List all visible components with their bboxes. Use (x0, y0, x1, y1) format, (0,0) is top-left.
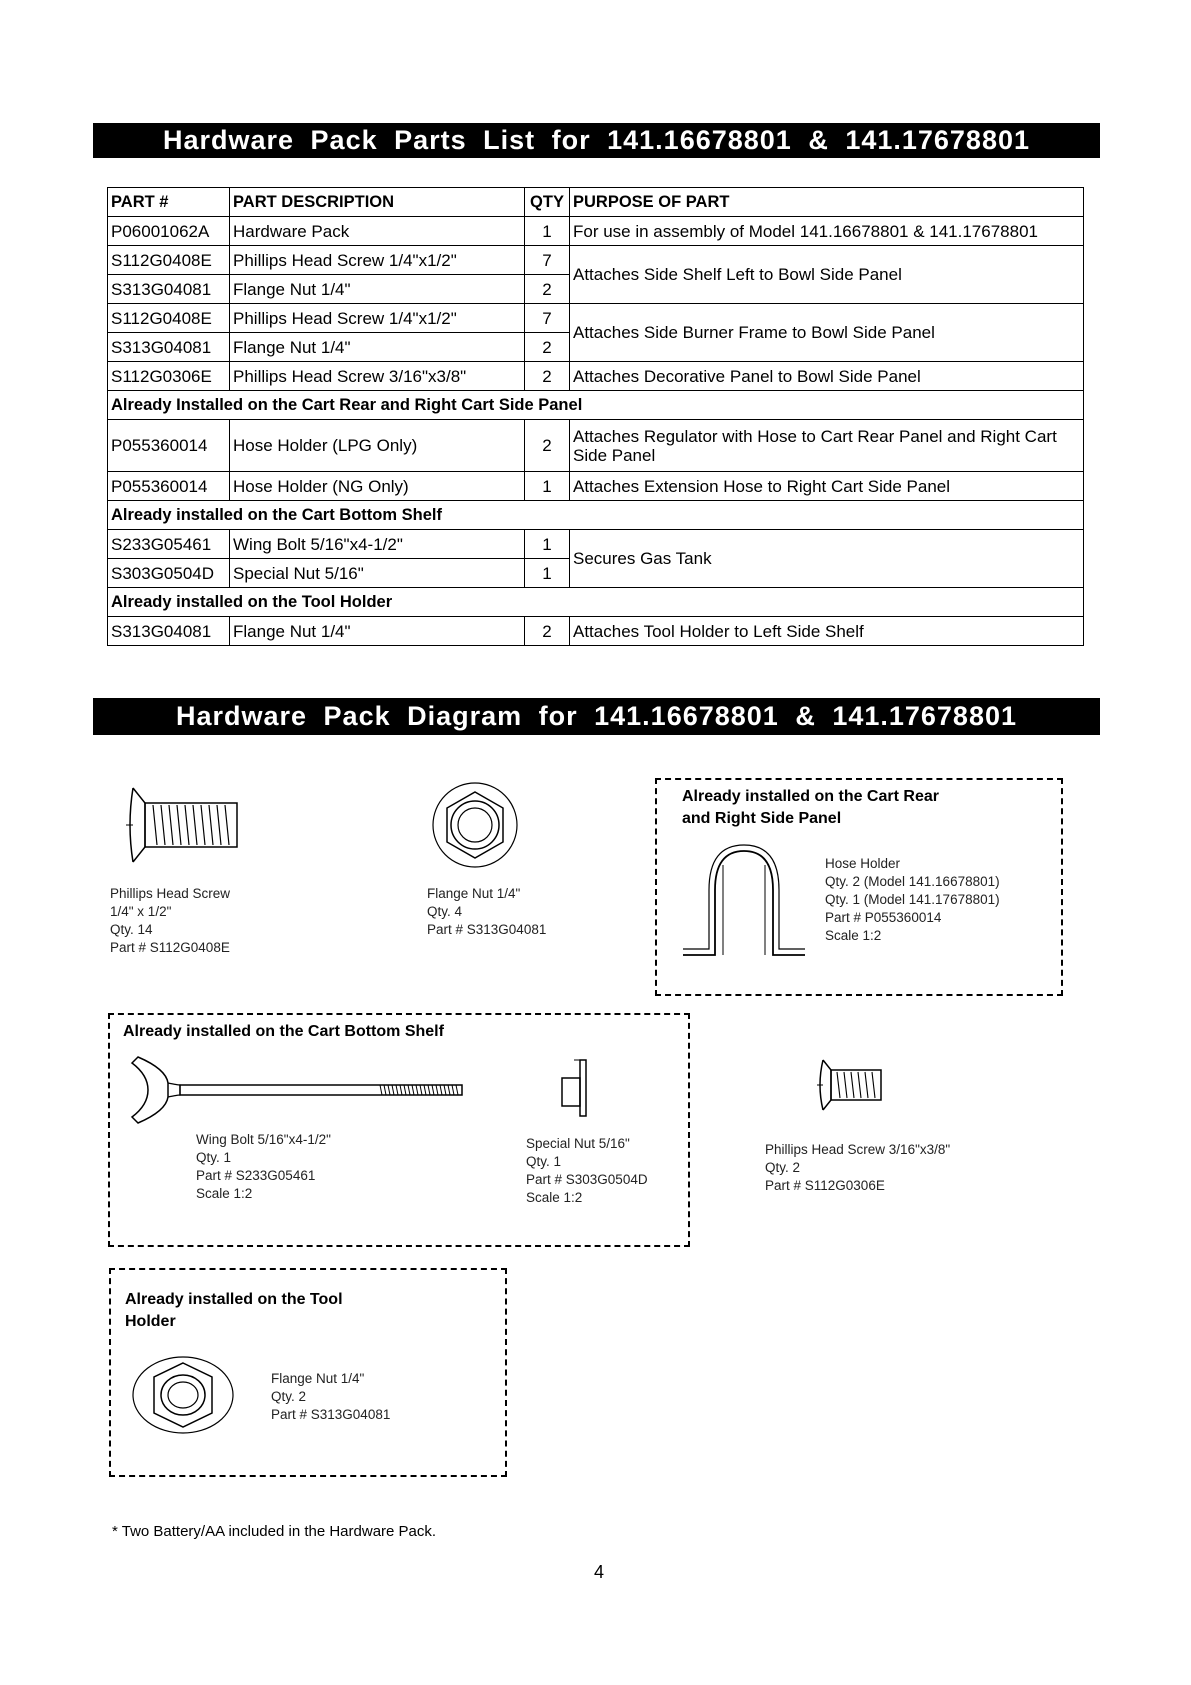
qty-cell: 2 (525, 333, 570, 362)
wing-bolt-icon (128, 1055, 468, 1125)
qty-cell: 2 (525, 275, 570, 304)
cart-rear-group-title (682, 786, 939, 830)
tool-holder-group-title (125, 1289, 343, 1333)
screw-1-qty: Qty. 14 (110, 922, 153, 937)
wing-bolt-label (196, 1131, 331, 1203)
tool-holder-title-line1: Already installed on the Tool (125, 1291, 343, 1308)
qty-cell: 7 (525, 246, 570, 275)
description-cell: Phillips Head Screw 1/4"x1/2" (230, 304, 525, 333)
phillips-screw-icon (123, 785, 243, 865)
qty-cell: 7 (525, 304, 570, 333)
tool-holder-nut-qty: Qty. 2 (271, 1389, 307, 1404)
tool-holder-nut-name: Flange Nut 1/4" (271, 1371, 365, 1386)
footnote: * Two Battery/AA included in the Hardware Pack. (112, 1523, 437, 1540)
table-row (108, 617, 1084, 646)
phillips-screw-small-icon (815, 1058, 885, 1112)
purpose-cell: Attaches Side Burner Frame to Bowl Side Panel (570, 304, 1084, 362)
screw-1-label (110, 885, 230, 957)
tool-holder-title-line2: Holder (125, 1313, 176, 1330)
tool-holder-nut-part: Part # S313G04081 (271, 1407, 391, 1422)
hose-holder-qty-1: Qty. 2 (Model 141.16678801) (825, 874, 1000, 889)
qty-cell: 1 (525, 559, 570, 588)
qty-cell: 1 (525, 217, 570, 246)
table-row (108, 304, 1084, 333)
bottom-shelf-group-title: Already installed on the Cart Bottom Shelf (123, 1023, 444, 1040)
flange-nut-1-part: Part # S313G04081 (427, 922, 547, 937)
qty-cell: 2 (525, 420, 570, 472)
purpose-cell: For use in assembly of Model 141.16678801 & 141.17678801 (570, 217, 1084, 246)
section-heading: Already Installed on the Cart Rear and Right Cart Side Panel (108, 391, 1084, 420)
description-cell: Wing Bolt 5/16"x4-1/2" (230, 530, 525, 559)
flange-nut-1-label (427, 885, 546, 939)
special-nut-qty: Qty. 1 (526, 1154, 562, 1169)
section-row (108, 391, 1084, 420)
screw-1-part: Part # S112G0408E (110, 940, 230, 955)
description-cell: Hose Holder (LPG Only) (230, 420, 525, 472)
part-number-cell: S313G04081 (108, 333, 230, 362)
wing-bolt-part: Part # S233G05461 (196, 1168, 316, 1183)
part-number-cell: S313G04081 (108, 275, 230, 304)
description-cell: Hardware Pack (230, 217, 525, 246)
description-cell: Phillips Head Screw 3/16"x3/8" (230, 362, 525, 391)
screw-1-size: 1/4" x 1/2" (110, 904, 172, 919)
part-number-cell: S112G0408E (108, 304, 230, 333)
special-nut-icon (560, 1058, 590, 1118)
part-number-cell: S313G04081 (108, 617, 230, 646)
qty-cell: 1 (525, 530, 570, 559)
flange-nut-1-qty: Qty. 4 (427, 904, 463, 919)
wing-bolt-scale: Scale 1:2 (196, 1186, 253, 1201)
special-nut-scale: Scale 1:2 (526, 1190, 583, 1205)
flange-nut-small-icon (128, 1355, 238, 1435)
special-nut-label (526, 1135, 648, 1207)
description-cell: Flange Nut 1/4" (230, 275, 525, 304)
page-number: 4 (594, 1562, 605, 1582)
description-cell: Phillips Head Screw 1/4"x1/2" (230, 246, 525, 275)
screw-2-part: Part # S112G0306E (765, 1178, 885, 1193)
table-row (108, 420, 1084, 472)
description-cell: Hose Holder (NG Only) (230, 472, 525, 501)
parts-list-banner: Hardware Pack Parts List for 141.16678801 & 141.17678801 (93, 123, 1100, 158)
screw-1-name: Phillips Head Screw (110, 886, 231, 901)
part-number-cell: P06001062A (108, 217, 230, 246)
flange-nut-icon (430, 780, 520, 870)
part-number-cell: S303G0504D (108, 559, 230, 588)
header-part-description: PART DESCRIPTION (230, 188, 525, 217)
wing-bolt-name: Wing Bolt 5/16"x4-1/2" (196, 1132, 331, 1147)
header-qty: QTY (525, 188, 570, 217)
part-number-cell: P055360014 (108, 420, 230, 472)
screw-2-name: Phillips Head Screw 3/16"x3/8" (765, 1142, 951, 1157)
purpose-cell: Attaches Regulator with Hose to Cart Rear Panel and Right Cart Side Panel (570, 420, 1084, 472)
qty-cell: 2 (525, 617, 570, 646)
table-row (108, 472, 1084, 501)
table-row (108, 530, 1084, 559)
header-purpose: PURPOSE OF PART (570, 188, 1084, 217)
screw-2-qty: Qty. 2 (765, 1160, 801, 1175)
hose-holder-name: Hose Holder (825, 856, 901, 871)
hose-holder-qty-2: Qty. 1 (Model 141.17678801) (825, 892, 1000, 907)
table-row (108, 362, 1084, 391)
table-row (108, 246, 1084, 275)
parts-table (107, 187, 1084, 646)
table-row (108, 217, 1084, 246)
description-cell: Special Nut 5/16" (230, 559, 525, 588)
qty-cell: 2 (525, 362, 570, 391)
part-number-cell: S112G0306E (108, 362, 230, 391)
section-row (108, 588, 1084, 617)
cart-rear-title-line1: Already installed on the Cart Rear (682, 788, 939, 805)
hose-holder-icon (683, 845, 805, 965)
section-row (108, 501, 1084, 530)
table-header-row (108, 188, 1084, 217)
part-number-cell: P055360014 (108, 472, 230, 501)
purpose-cell: Secures Gas Tank (570, 530, 1084, 588)
part-number-cell: S233G05461 (108, 530, 230, 559)
purpose-cell: Attaches Tool Holder to Left Side Shelf (570, 617, 1084, 646)
part-number-cell: S112G0408E (108, 246, 230, 275)
diagram-banner: Hardware Pack Diagram for 141.16678801 & 141.17678801 (93, 698, 1100, 735)
purpose-cell: Attaches Decorative Panel to Bowl Side Panel (570, 362, 1084, 391)
tool-holder-nut-label (271, 1370, 390, 1424)
hose-holder-scale: Scale 1:2 (825, 928, 882, 943)
section-heading: Already installed on the Cart Bottom Shelf (108, 501, 1084, 530)
bottom-shelf-group-box (108, 1013, 690, 1247)
description-cell: Flange Nut 1/4" (230, 333, 525, 362)
cart-rear-title-line2: and Right Side Panel (682, 810, 842, 827)
flange-nut-1-name: Flange Nut 1/4" (427, 886, 521, 901)
wing-bolt-qty: Qty. 1 (196, 1150, 232, 1165)
hose-holder-label (825, 855, 1000, 945)
section-heading: Already installed on the Tool Holder (108, 588, 1084, 617)
purpose-cell: Attaches Extension Hose to Right Cart Side Panel (570, 472, 1084, 501)
header-part-number: PART # (108, 188, 230, 217)
hose-holder-part: Part # P055360014 (825, 910, 942, 925)
description-cell: Flange Nut 1/4" (230, 617, 525, 646)
qty-cell: 1 (525, 472, 570, 501)
special-nut-name: Special Nut 5/16" (526, 1136, 630, 1151)
screw-2-label (765, 1141, 950, 1195)
purpose-cell: Attaches Side Shelf Left to Bowl Side Panel (570, 246, 1084, 304)
special-nut-part: Part # S303G0504D (526, 1172, 648, 1187)
